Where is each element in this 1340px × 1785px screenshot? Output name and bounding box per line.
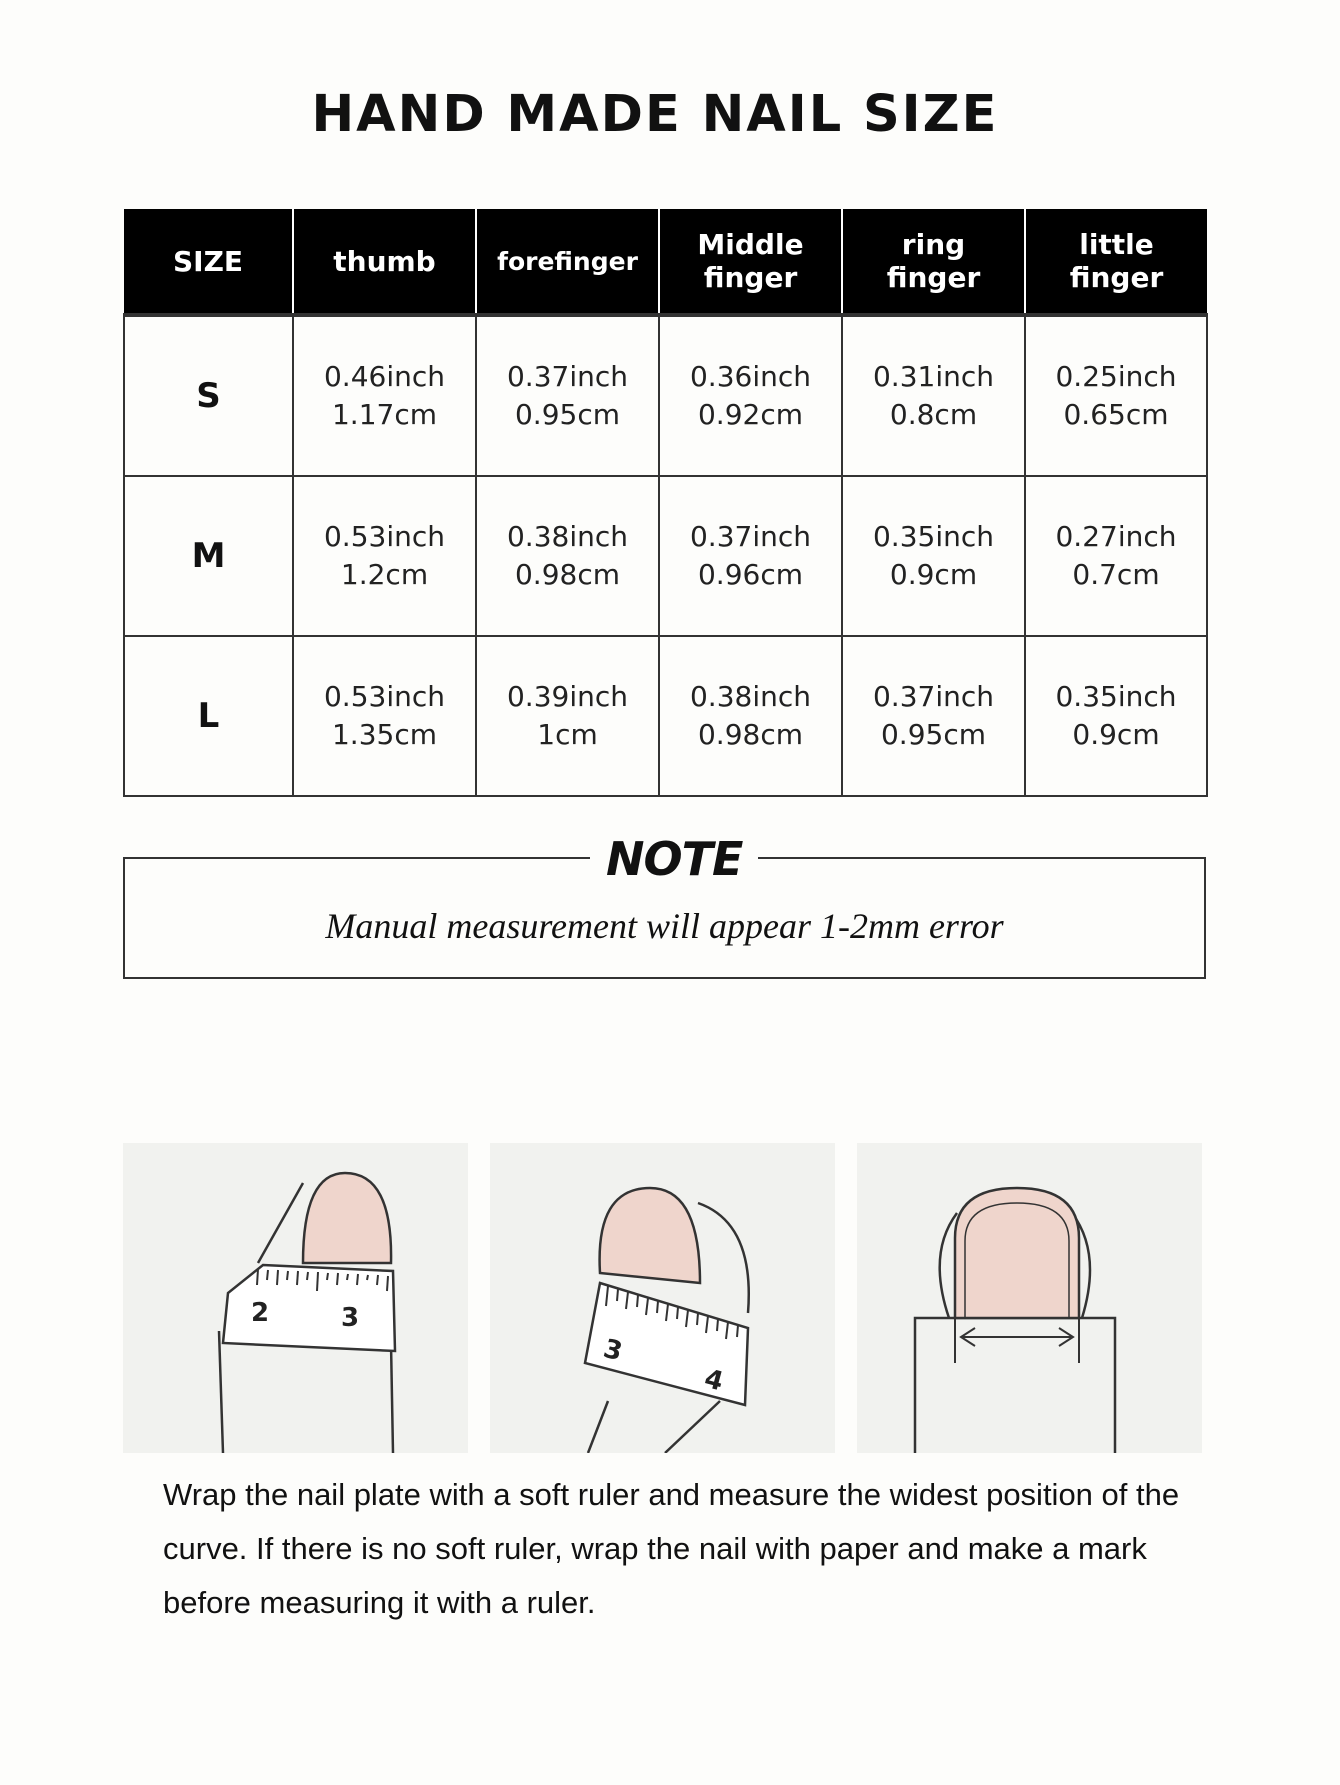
ruler-mark-label: 3 — [600, 1333, 626, 1368]
table-cell: 0.37inch 0.95cm — [842, 636, 1025, 796]
header-thumb: thumb — [293, 209, 476, 315]
instructions-text: Wrap the nail plate with a soft ruler and measure the widest position of the curve. If there is no soft ruler, wrap the nail with paper and make a mark before measuring it with a ruler. — [163, 1477, 1180, 1620]
table-cell: 0.46inch 1.17cm — [293, 315, 476, 476]
table-cell: 0.27inch 0.7cm — [1025, 476, 1207, 636]
illustration-ruler-wrap-center — [490, 1143, 835, 1453]
finger-with-ruler-icon — [123, 1143, 468, 1453]
illustration-ruler-wrap-left — [123, 1143, 468, 1453]
table-cell: 0.35inch 0.9cm — [842, 476, 1025, 636]
table-header-row — [124, 209, 1207, 315]
size-label: L — [124, 636, 293, 796]
note-text: Manual measurement will appear 1-2mm error — [325, 906, 1004, 946]
header-forefinger: forefinger — [476, 209, 659, 315]
table-cell: 0.38inch 0.98cm — [476, 476, 659, 636]
illustration-nail-width — [857, 1143, 1202, 1453]
table-cell: 0.37inch 0.95cm — [476, 315, 659, 476]
table-row — [124, 315, 1207, 476]
size-chart-table — [123, 209, 1208, 797]
size-label: S — [124, 315, 293, 476]
table-cell: 0.38inch 0.98cm — [659, 636, 842, 796]
table-cell: 0.39inch 1cm — [476, 636, 659, 796]
table-cell: 0.31inch 0.8cm — [842, 315, 1025, 476]
ruler-mark-label: 3 — [341, 1303, 360, 1333]
nail-width-measure-icon — [857, 1143, 1202, 1453]
table-cell: 0.37inch 0.96cm — [659, 476, 842, 636]
finger-with-tilted-ruler-icon — [490, 1143, 835, 1453]
table-row — [124, 476, 1207, 636]
table-cell: 0.36inch 0.92cm — [659, 315, 842, 476]
header-middle-finger: Middle finger — [659, 209, 842, 315]
ruler-mark-label: 4 — [701, 1363, 727, 1398]
header-ring-finger: ring finger — [842, 209, 1025, 315]
table-row — [124, 636, 1207, 796]
page-title: HAND MADE NAIL SIZE — [311, 85, 999, 144]
table-cell: 0.35inch 0.9cm — [1025, 636, 1207, 796]
header-size: SIZE — [124, 209, 293, 315]
size-label: M — [124, 476, 293, 636]
note-title: NOTE — [590, 832, 758, 886]
table-cell: 0.25inch 0.65cm — [1025, 315, 1207, 476]
table-cell: 0.53inch 1.2cm — [293, 476, 476, 636]
table-cell: 0.53inch 1.35cm — [293, 636, 476, 796]
ruler-mark-label: 2 — [251, 1298, 270, 1328]
header-little-finger: little finger — [1025, 209, 1207, 315]
